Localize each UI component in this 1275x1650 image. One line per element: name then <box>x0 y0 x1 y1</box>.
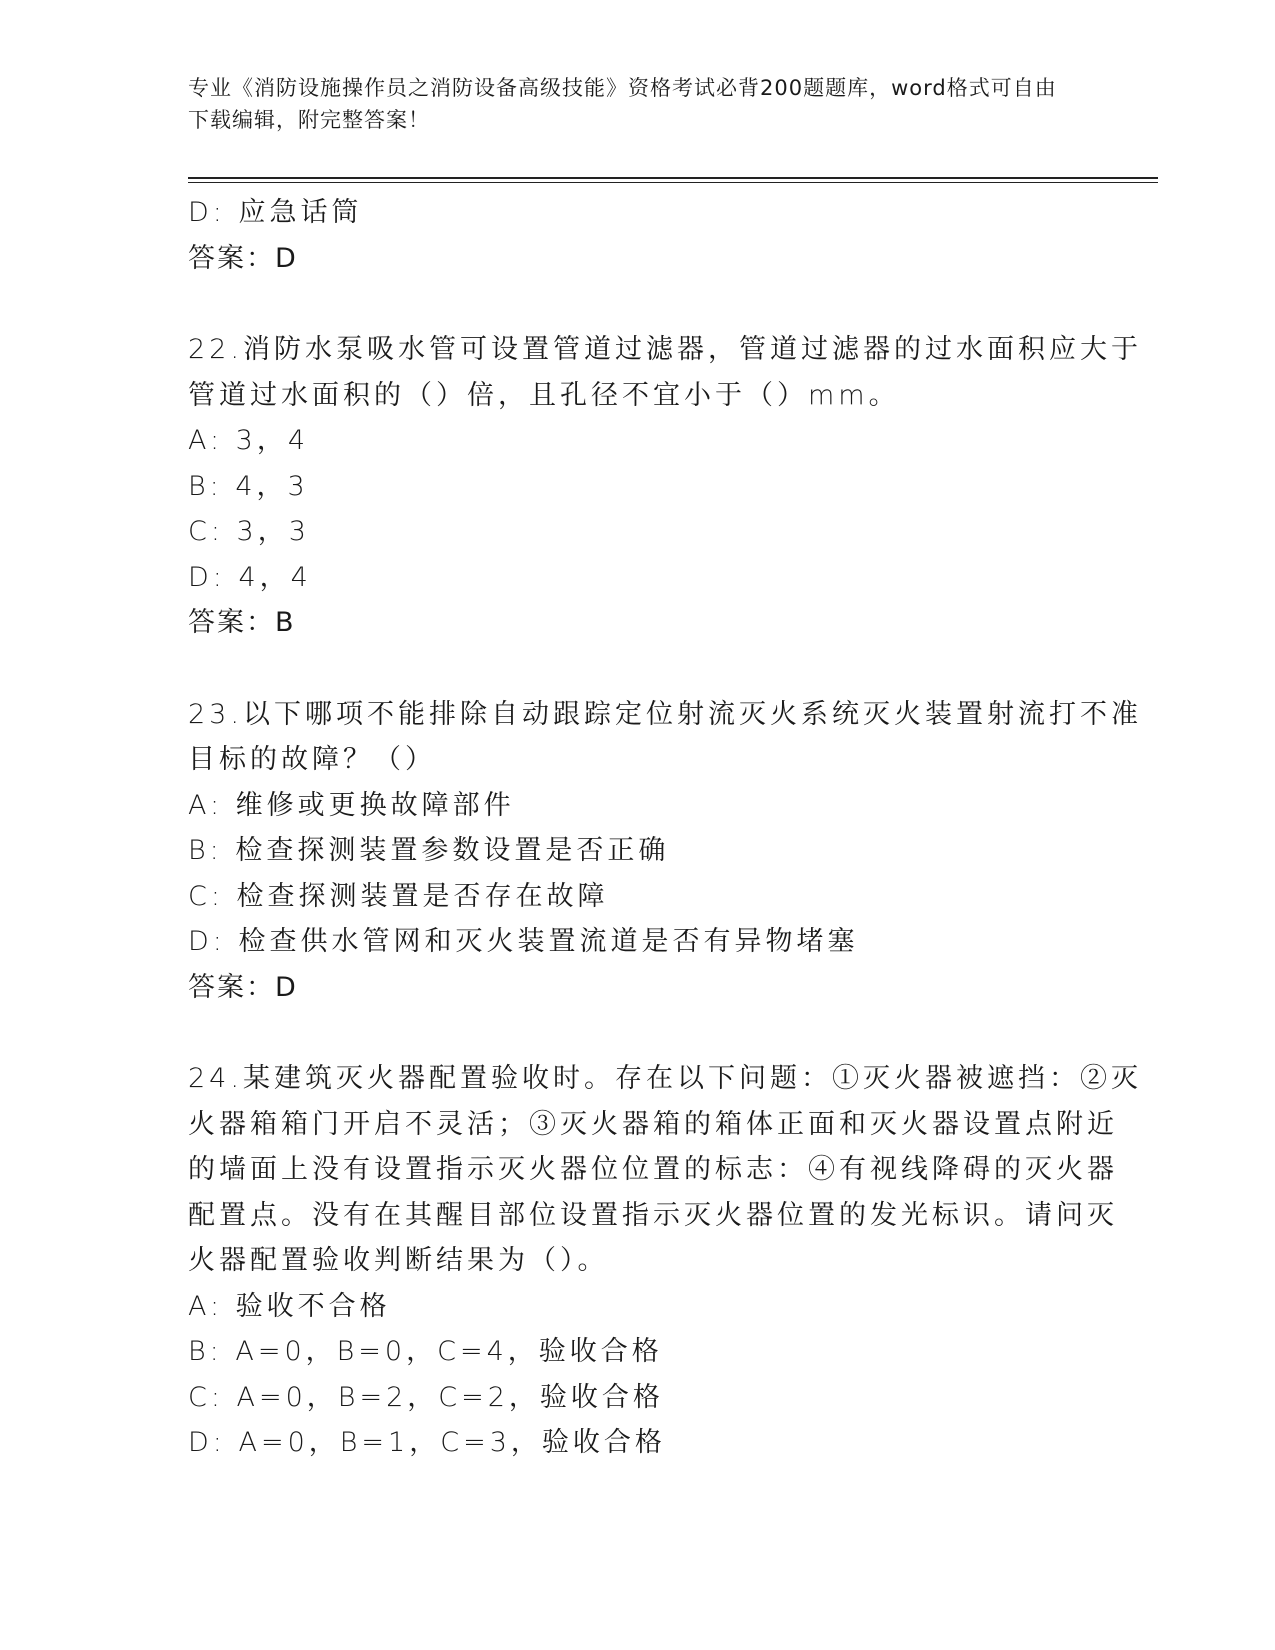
q23-answer: 答案：D <box>188 971 298 1003</box>
q24-text-line1: 24.某建筑灭火器配置验收时。存在以下问题：①灭火器被遮挡：②灭 <box>188 1063 1142 1094</box>
header-rule-thin <box>188 182 1158 183</box>
question-content <box>188 190 1142 1466</box>
q23-option-b: B: 检查探测装置参数设置是否正确 <box>188 835 670 866</box>
q23-option-c: C: 检查探测装置是否存在故障 <box>188 880 609 912</box>
q24-option-d: D: A=0，B=1，C=3，验收合格 <box>188 1427 666 1458</box>
q22-option-a: A: 3，4 <box>188 425 310 456</box>
q22-option-c: C: 3，3 <box>188 516 310 547</box>
q22-text-line1: 22.消防水泵吸水管可设置管道过滤器，管道过滤器的过水面积应大于 <box>188 334 1142 365</box>
q24-option-c: C: A=0，B=2，C=2，验收合格 <box>188 1381 664 1413</box>
q22-option-b: B: 4，3 <box>188 470 309 502</box>
document-header: 专业《消防设施操作员之消防设备高级技能》资格考试必背200题题库，word格式可自由下载编辑，附完整答案！ <box>188 76 1057 132</box>
q22-text-line2: 管道过水面积的（）倍，且孔径不宜小于（）mm。 <box>188 379 900 411</box>
q22-option-d: D: 4，4 <box>188 561 312 593</box>
prev-option-d: D: 应急话筒 <box>188 197 363 228</box>
q24-option-a: A: 验收不合格 <box>188 1290 391 1322</box>
prev-answer: 答案：D <box>188 242 298 274</box>
header-rule-thick <box>188 177 1158 179</box>
q24-text-line4: 配置点。没有在其醒目部位设置指示灭火器位置的发光标识。请问灭 <box>188 1199 1118 1231</box>
q23-text-line2: 目标的故障？（） <box>188 744 436 775</box>
q24-text-line3: 的墙面上没有设置指示灭火器位位置的标志：④有视线降碍的灭火器 <box>188 1154 1118 1185</box>
q23-option-a: A: 维修或更换故障部件 <box>188 789 515 821</box>
q23-option-d: D: 检查供水管网和灭火装置流道是否有异物堵塞 <box>188 926 859 957</box>
q22-answer: 答案：B <box>188 607 296 638</box>
q24-option-b: B: A=0，B=0，C=4，验收合格 <box>188 1336 663 1367</box>
q24-text-line2: 火器箱箱门开启不灵活；③灭火器箱的箱体正面和灭火器设置点附近 <box>188 1108 1118 1140</box>
q23-text-line1: 23.以下哪项不能排除自动跟踪定位射流灭火系统灭火装置射流打不准 <box>188 698 1142 730</box>
q24-text-line5: 火器配置验收判断结果为（）。 <box>188 1245 609 1276</box>
